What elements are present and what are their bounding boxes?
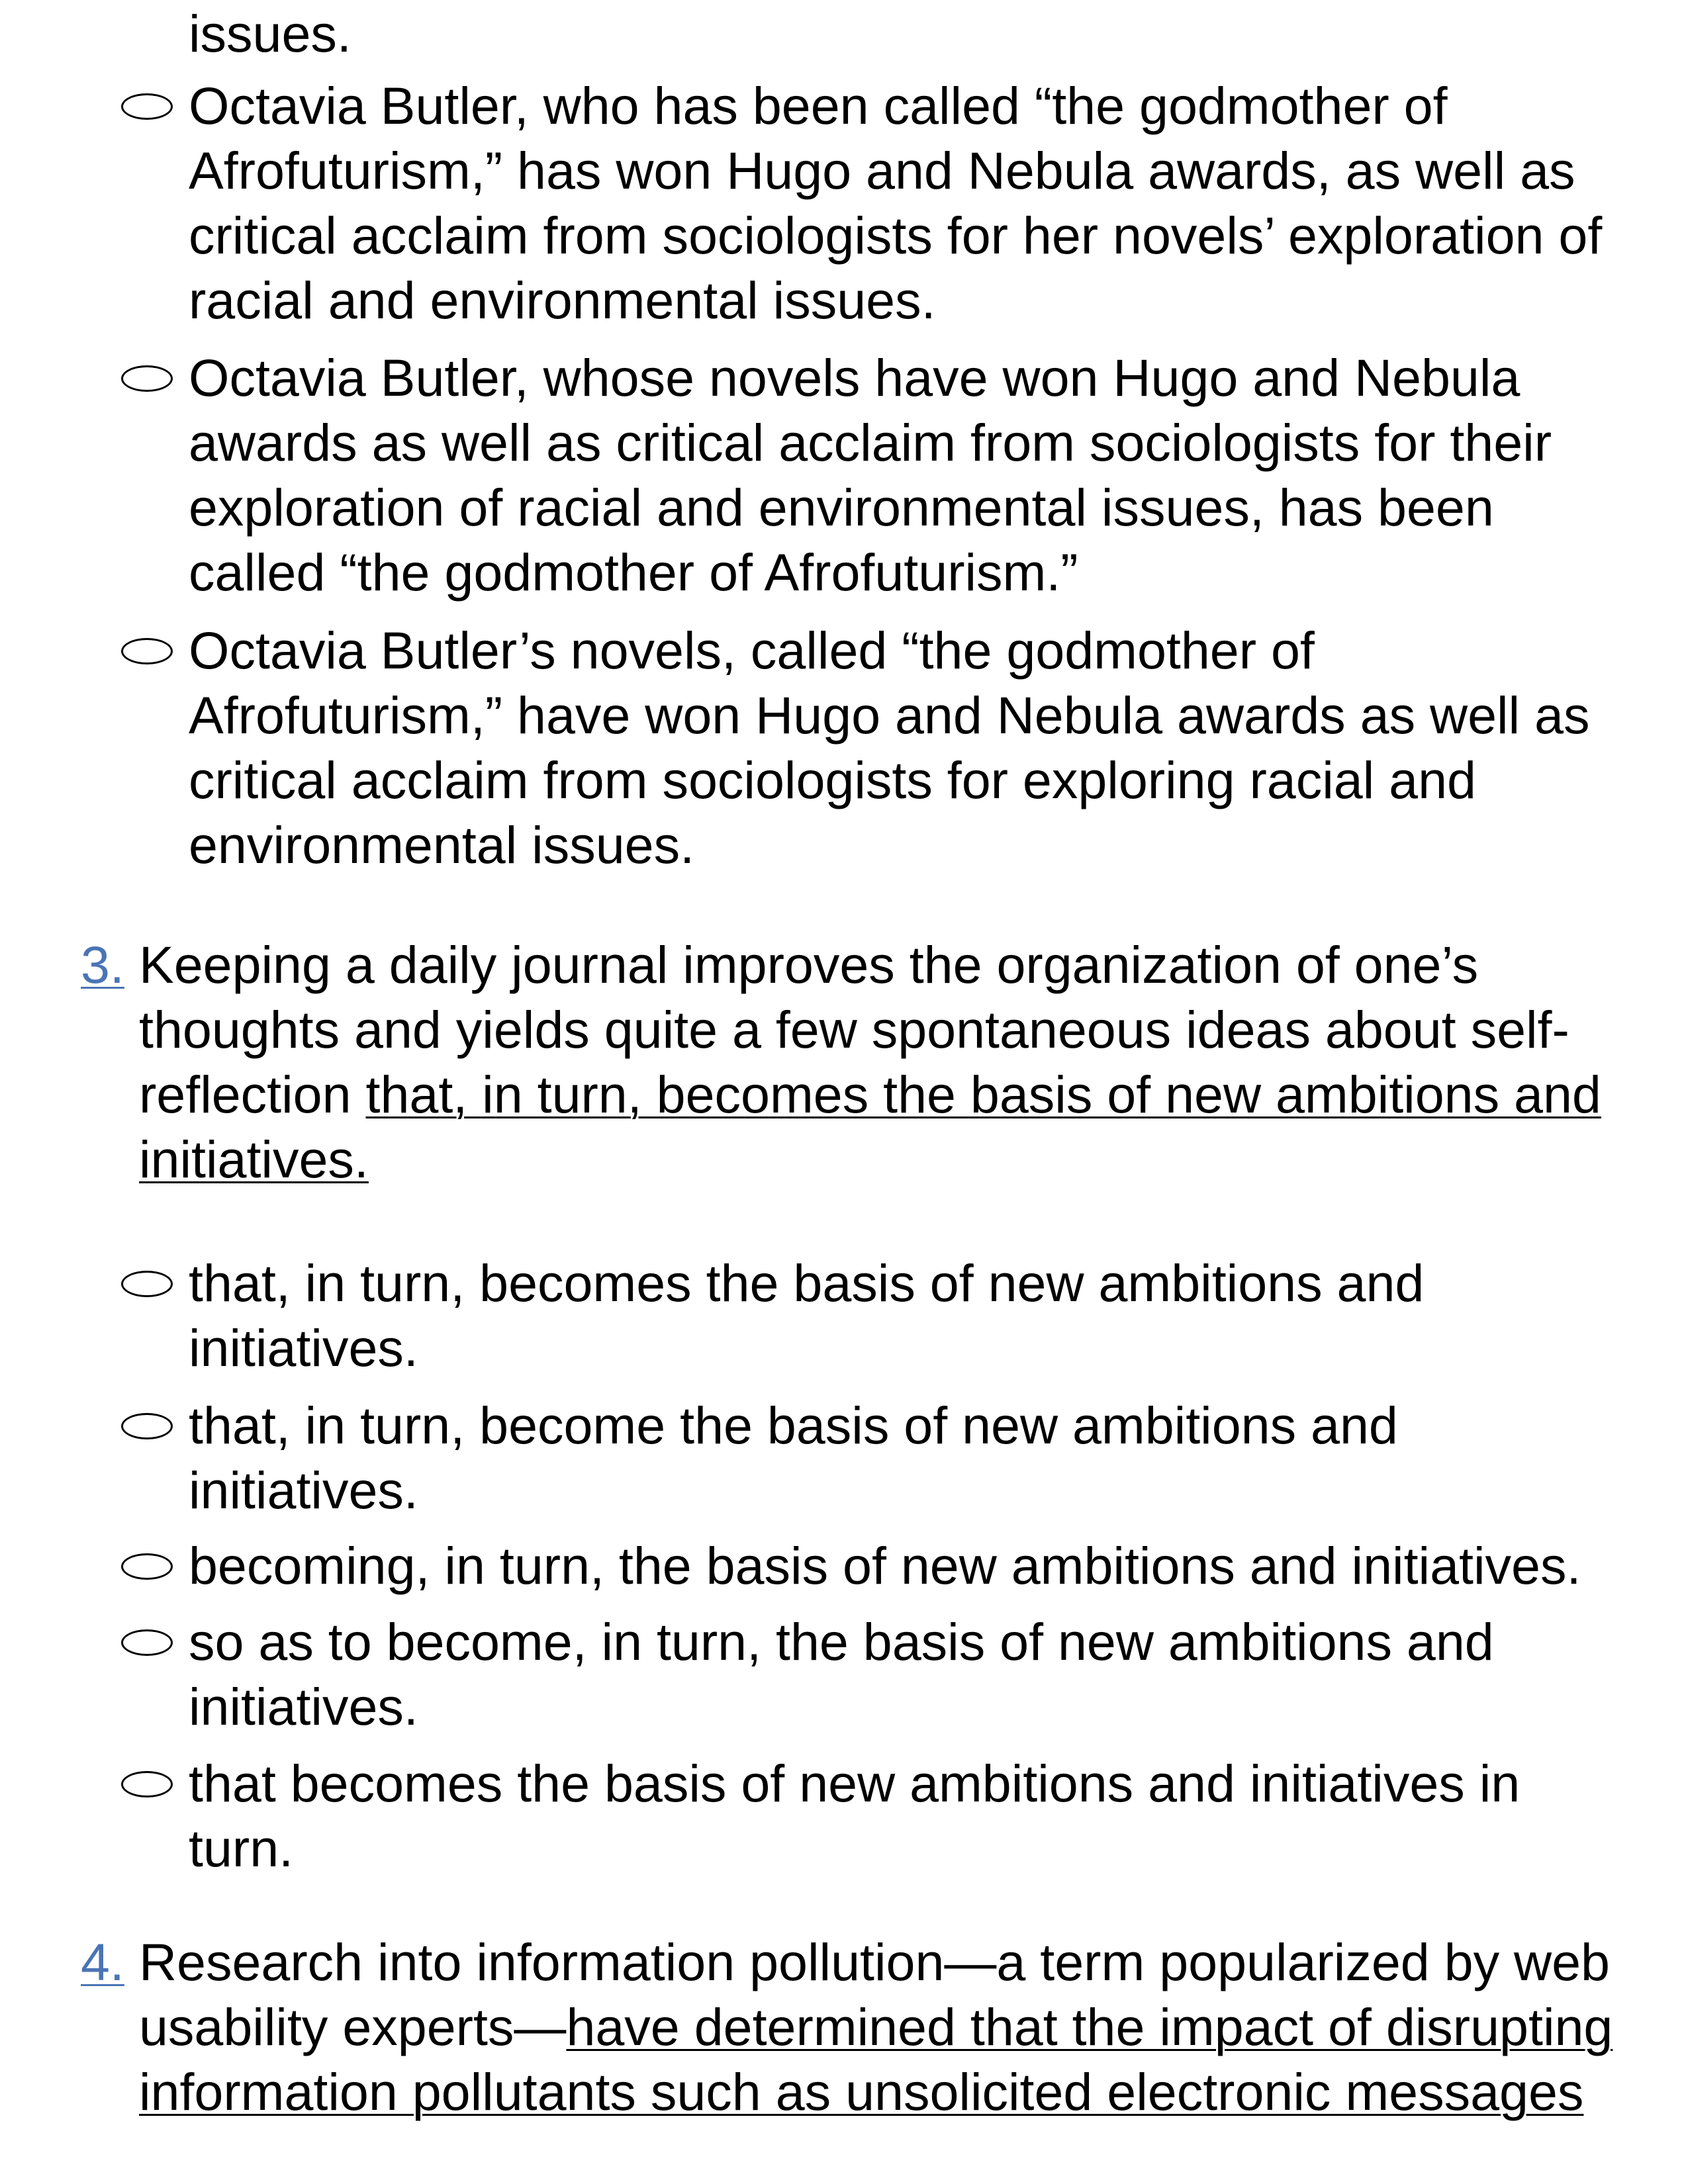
previous-option-fragment: issues.: [189, 4, 352, 63]
radio-button-q3-option-4[interactable]: [121, 1629, 173, 1656]
question-number-link[interactable]: 4.: [81, 1933, 124, 1991]
option-text-line: initiatives.: [189, 1461, 418, 1520]
radio-button-q3-option-3[interactable]: [121, 1553, 173, 1580]
option-text-line: Afrofuturism,” have won Hugo and Nebula awards as well as: [189, 686, 1590, 745]
option-text-line: environmental issues.: [189, 815, 695, 874]
option-text-line: Octavia Butler, whose novels have won Hugo and Nebula: [189, 348, 1521, 407]
stem-plain-text: reflection: [139, 1065, 366, 1124]
underlined-portion: initiatives.: [139, 1130, 369, 1189]
option-text-line: Octavia Butler’s novels, called “the godmother of: [189, 621, 1315, 680]
question-stem-line: Research into information pollution—a term popularized by web: [139, 1933, 1610, 1991]
option-text-line: initiatives.: [189, 1318, 418, 1377]
option-text-line: critical acclaim from sociologists for her novels’ exploration of: [189, 206, 1603, 265]
radio-button-q3-option-5[interactable]: [121, 1771, 173, 1797]
option-text-line: that, in turn, becomes the basis of new ambitions and: [189, 1253, 1425, 1312]
option-text-line: called “the godmother of Afrofuturism.”: [189, 543, 1078, 602]
radio-button-q3-option-2[interactable]: [121, 1413, 173, 1439]
radio-button-q3-option-1[interactable]: [121, 1271, 173, 1297]
question-stem-line: [139, 1127, 369, 1192]
option-text-line: exploration of racial and environmental issues, has been: [189, 478, 1494, 537]
option-text-line: that, in turn, become the basis of new ambitions and: [189, 1396, 1398, 1455]
option-text-line: becoming, in turn, the basis of new ambitions and initiatives.: [189, 1536, 1581, 1595]
option-text-line: initiatives.: [189, 1677, 418, 1736]
option-text-line: that becomes the basis of new ambitions and initiatives in: [189, 1754, 1521, 1813]
question-number-link[interactable]: 3.: [81, 935, 124, 994]
stem-plain-text: usability experts—: [139, 1997, 567, 2056]
option-text-line: critical acclaim from sociologists for exploring racial and: [189, 751, 1476, 809]
question-stem-line: Keeping a daily journal improves the organization of one’s: [139, 935, 1479, 994]
option-text-line: racial and environmental issues.: [189, 271, 936, 330]
option-text-line: Octavia Butler, who has been called “the godmother of: [189, 76, 1448, 135]
radio-button-q2-option-2[interactable]: [121, 365, 173, 392]
radio-button-q2-option-3[interactable]: [121, 638, 173, 664]
option-text-line: turn.: [189, 1819, 294, 1878]
option-text-line: so as to become, in turn, the basis of new ambitions and: [189, 1612, 1494, 1671]
question-stem-line: [139, 2060, 1583, 2124]
question-stem-line: thoughts and yields quite a few spontaneous ideas about self-: [139, 1000, 1570, 1059]
underlined-portion: have determined that the impact of disrupting: [566, 1997, 1613, 2056]
underlined-portion: that, in turn, becomes the basis of new ambitions and: [365, 1065, 1601, 1124]
option-text-line: awards as well as critical acclaim from sociologists for their: [189, 413, 1552, 472]
radio-button-q2-option-1[interactable]: [121, 93, 173, 120]
underlined-portion: information pollutants such as unsolicited electronic messages: [139, 2062, 1584, 2121]
question-stem-line: [139, 1995, 1613, 2060]
question-stem-line: [139, 1062, 1601, 1127]
option-text-line: Afrofuturism,” has won Hugo and Nebula awards, as well as: [189, 141, 1575, 200]
